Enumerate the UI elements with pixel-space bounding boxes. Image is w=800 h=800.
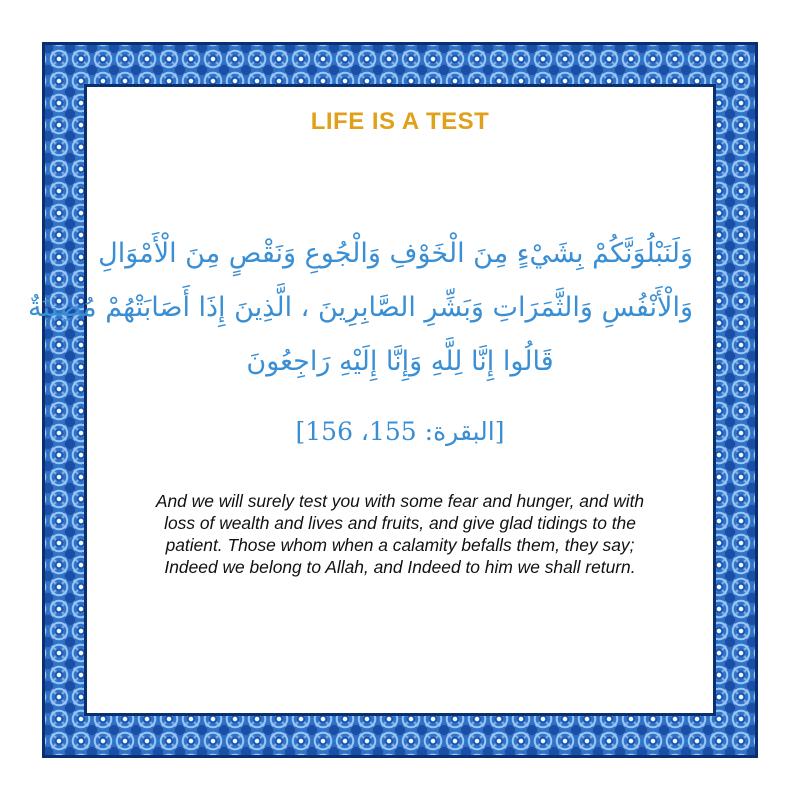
verse-line-3: قَالُوا إِنَّا لِلَّهِ وَإِنَّا إِلَيْهِ رَاجِعُونَ <box>246 346 554 377</box>
translation-line-1: And we will surely test you with some fear and hunger, and with <box>155 491 645 511</box>
quran-verse <box>27 227 693 389</box>
verse-citation: [البقرة: 155، 156] <box>295 417 505 446</box>
poster-title: LIFE IS A TEST <box>310 108 490 135</box>
content-panel <box>27 84 716 716</box>
translation-line-4: Indeed we belong to Allah, and Indeed to him we shall return. <box>164 557 636 577</box>
translation-line-3: patient. Those whom when a calamity befalls them, they say; <box>165 535 635 555</box>
verse-line-2: وَالْأَنْفُسِ وَالثَّمَرَاتِ وَبَشِّرِ الصَّابِرِينَ ، الَّذِينَ إِذَا أَصَابَتْهُمْ مُصِيبَةٌ <box>27 292 693 323</box>
english-translation <box>109 490 691 578</box>
verse-line-1: وَلَنَبْلُوَنَّكُمْ بِشَيْءٍ مِنَ الْخَوْفِ وَالْجُوعِ وَنَقْصٍ مِنَ الْأَمْوَالِ <box>98 238 693 269</box>
translation-line-2: loss of wealth and lives and fruits, and give glad tidings to the <box>164 513 636 533</box>
